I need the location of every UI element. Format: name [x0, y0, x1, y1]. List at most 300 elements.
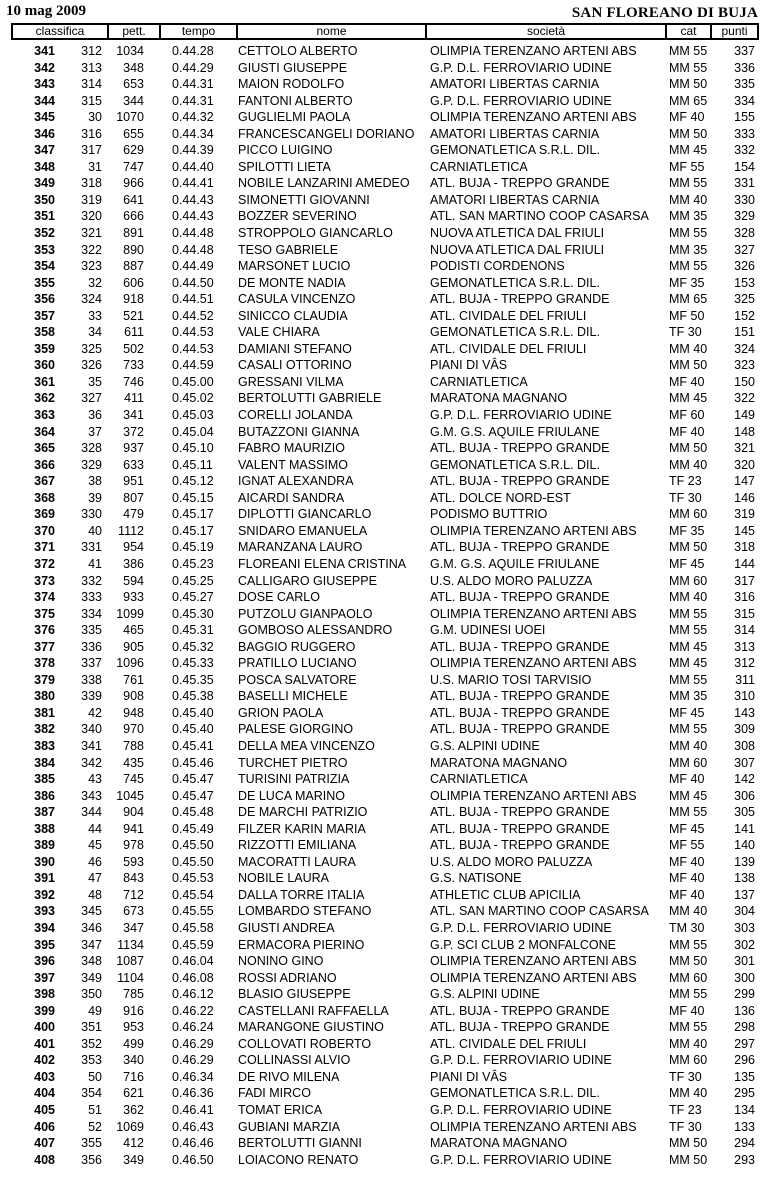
time-cell: 0.45.46: [172, 755, 214, 770]
club-cell: ATL. BUJA - TREPPO GRANDE: [430, 441, 610, 456]
points-cell: 329: [734, 209, 755, 224]
classifica-cell: 361: [34, 374, 55, 389]
category-cell: MM 60: [669, 970, 708, 985]
table-row: [0, 357, 767, 374]
bib-number-cell: 499: [123, 1036, 144, 1051]
club-cell: ATL. BUJA - TREPPO GRANDE: [430, 689, 610, 704]
name-cell: GUGLIELMI PAOLA: [238, 110, 351, 125]
club-cell: ATL. BUJA - TREPPO GRANDE: [430, 590, 610, 605]
table-row: [0, 275, 767, 292]
table-row: [0, 887, 767, 904]
points-cell: 319: [734, 507, 755, 522]
name-cell: BLASIO GIUSEPPE: [238, 987, 351, 1002]
category-rank-cell: 340: [81, 722, 102, 737]
category-cell: MM 50: [669, 126, 708, 141]
classifica-cell: 382: [34, 722, 55, 737]
points-cell: 142: [734, 772, 755, 787]
classifica-cell: 360: [34, 358, 55, 373]
category-rank-cell: 334: [81, 606, 102, 621]
table-row: [0, 705, 767, 722]
points-cell: 310: [734, 689, 755, 704]
bib-number-cell: 502: [123, 341, 144, 356]
club-cell: CARNIATLETICA: [430, 374, 528, 389]
club-cell: G.P. D.L. FERROVIARIO UDINE: [430, 1103, 612, 1117]
classifica-cell: 381: [34, 705, 55, 720]
table-row: [0, 986, 767, 1003]
time-cell: 0.46.46: [172, 1136, 214, 1151]
table-row: [0, 60, 767, 77]
club-cell: G.M. G.S. AQUILE FRIULANE: [430, 424, 600, 439]
table-row: [0, 788, 767, 805]
time-cell: 0.46.43: [172, 1119, 214, 1134]
time-cell: 0.44.53: [172, 341, 214, 356]
bib-number-cell: 788: [123, 738, 144, 753]
category-cell: MM 45: [669, 391, 708, 406]
club-cell: ATL. BUJA - TREPPO GRANDE: [430, 292, 610, 307]
table-row: [0, 93, 767, 110]
column-header-cat: cat: [667, 25, 710, 38]
category-rank-cell: 38: [88, 474, 102, 489]
table-row: [0, 821, 767, 838]
time-cell: 0.44.50: [172, 275, 214, 290]
time-cell: 0.45.33: [172, 656, 214, 671]
time-cell: 0.46.04: [172, 954, 214, 969]
name-cell: TURISINI PATRIZIA: [238, 772, 350, 787]
category-cell: TF 30: [669, 1069, 702, 1084]
points-cell: 333: [734, 126, 755, 141]
table-row: [0, 1019, 767, 1036]
points-cell: 137: [734, 887, 755, 902]
club-cell: MARATONA MAGNANO: [430, 391, 568, 406]
table-row: [0, 424, 767, 441]
time-cell: 0.45.40: [172, 705, 214, 720]
category-cell: TF 23: [669, 474, 702, 489]
name-cell: SIMONETTI GIOVANNI: [238, 192, 370, 207]
table-row: [0, 622, 767, 639]
points-cell: 315: [734, 606, 755, 621]
category-cell: MF 45: [669, 705, 705, 720]
table-row: [0, 1003, 767, 1020]
bib-number-cell: 621: [123, 1086, 144, 1101]
table-row: [0, 506, 767, 523]
table-row: [0, 126, 767, 143]
name-cell: BOZZER SEVERINO: [238, 209, 357, 224]
time-cell: 0.44.53: [172, 325, 214, 340]
classifica-cell: 352: [34, 226, 55, 241]
time-cell: 0.45.19: [172, 540, 214, 555]
bib-number-cell: 904: [123, 805, 144, 820]
category-cell: MM 60: [669, 573, 708, 588]
time-cell: 0.45.58: [172, 920, 214, 935]
category-cell: MM 40: [669, 1086, 708, 1101]
points-cell: 309: [734, 722, 755, 737]
classifica-cell: 348: [34, 159, 55, 174]
points-cell: 325: [734, 292, 755, 307]
club-cell: ATL. CIVIDALE DEL FRIULI: [430, 1036, 587, 1051]
category-rank-cell: 42: [88, 705, 102, 720]
points-cell: 330: [734, 192, 755, 207]
time-cell: 0.45.48: [172, 805, 214, 820]
category-cell: MM 40: [669, 1036, 708, 1051]
time-cell: 0.46.41: [172, 1103, 214, 1117]
table-row: [0, 804, 767, 821]
category-cell: MM 40: [669, 904, 708, 919]
club-cell: PODISMO BUTTRIO: [430, 507, 548, 522]
time-cell: 0.45.04: [172, 424, 214, 439]
classifica-cell: 363: [34, 408, 55, 423]
table-row: [0, 1069, 767, 1086]
time-cell: 0.44.52: [172, 308, 214, 323]
category-rank-cell: 52: [88, 1119, 102, 1134]
points-cell: 334: [734, 93, 755, 108]
category-rank-cell: 318: [81, 176, 102, 191]
points-cell: 154: [734, 159, 755, 174]
page-heading: [6, 3, 758, 21]
name-cell: CALLIGARO GIUSEPPE: [238, 573, 377, 588]
points-cell: 150: [734, 374, 755, 389]
category-rank-cell: 347: [81, 937, 102, 952]
points-cell: 335: [734, 77, 755, 92]
name-cell: POSCA SALVATORE: [238, 672, 357, 687]
club-cell: ATL. BUJA - TREPPO GRANDE: [430, 474, 610, 489]
name-cell: BERTOLUTTI GABRIELE: [238, 391, 382, 406]
bib-number-cell: 887: [123, 259, 144, 274]
time-cell: 0.45.47: [172, 788, 214, 803]
table-row: [0, 142, 767, 159]
classifica-cell: 380: [34, 689, 55, 704]
bib-number-cell: 653: [123, 77, 144, 92]
bib-number-cell: 641: [123, 192, 144, 207]
club-cell: PIANI DI VÂS: [430, 1069, 508, 1084]
time-cell: 0.45.35: [172, 672, 214, 687]
club-cell: ATL. BUJA - TREPPO GRANDE: [430, 639, 610, 654]
table-row: [0, 573, 767, 590]
time-cell: 0.45.40: [172, 722, 214, 737]
club-cell: ATL. BUJA - TREPPO GRANDE: [430, 805, 610, 820]
name-cell: FANTONI ALBERTO: [238, 93, 353, 108]
table-row: [0, 175, 767, 192]
time-cell: 0.44.59: [172, 358, 214, 373]
points-cell: 322: [734, 391, 755, 406]
name-cell: VALENT MASSIMO: [238, 457, 348, 472]
name-cell: GIUSTI ANDREA: [238, 920, 335, 935]
points-cell: 155: [734, 110, 755, 125]
time-cell: 0.44.49: [172, 259, 214, 274]
time-cell: 0.45.41: [172, 738, 214, 753]
time-cell: 0.45.25: [172, 573, 214, 588]
points-cell: 324: [734, 341, 755, 356]
bib-number-cell: 970: [123, 722, 144, 737]
club-cell: GEMONATLETICA S.R.L. DIL.: [430, 1086, 600, 1101]
table-row: [0, 970, 767, 987]
time-cell: 0.44.32: [172, 110, 214, 125]
bib-number-cell: 344: [123, 93, 144, 108]
category-cell: MF 50: [669, 308, 705, 323]
bib-number-cell: 606: [123, 275, 144, 290]
points-cell: 328: [734, 226, 755, 241]
bib-number-cell: 673: [123, 904, 144, 919]
table-row: [0, 1152, 767, 1169]
classifica-cell: 378: [34, 656, 55, 671]
bib-number-cell: 521: [123, 308, 144, 323]
name-cell: DIPLOTTI GIANCARLO: [238, 507, 372, 522]
classifica-cell: 341: [34, 44, 55, 58]
category-rank-cell: 351: [81, 1020, 102, 1035]
category-rank-cell: 316: [81, 126, 102, 141]
category-rank-cell: 338: [81, 672, 102, 687]
classifica-cell: 357: [34, 308, 55, 323]
club-cell: ATL. BUJA - TREPPO GRANDE: [430, 1020, 610, 1035]
points-cell: 312: [734, 656, 755, 671]
bib-number-cell: 435: [123, 755, 144, 770]
classifica-cell: 389: [34, 838, 55, 853]
category-rank-cell: 336: [81, 639, 102, 654]
classifica-cell: 362: [34, 391, 55, 406]
column-header-classifica: classifica: [13, 25, 107, 38]
category-rank-cell: 322: [81, 242, 102, 257]
classifica-cell: 402: [34, 1053, 55, 1068]
category-cell: MM 55: [669, 937, 708, 952]
name-cell: MARANGONE GIUSTINO: [238, 1020, 384, 1035]
category-rank-cell: 337: [81, 656, 102, 671]
bib-number-cell: 905: [123, 639, 144, 654]
points-cell: 316: [734, 590, 755, 605]
category-cell: MF 45: [669, 556, 705, 571]
classifica-cell: 384: [34, 755, 55, 770]
bib-number-cell: 1099: [116, 606, 144, 621]
table-row: [0, 457, 767, 474]
classifica-cell: 356: [34, 292, 55, 307]
club-cell: NUOVA ATLETICA DAL FRIULI: [430, 242, 605, 257]
club-cell: G.P. D.L. FERROVIARIO UDINE: [430, 60, 612, 75]
points-cell: 318: [734, 540, 755, 555]
category-rank-cell: 49: [88, 1003, 102, 1018]
category-rank-cell: 332: [81, 573, 102, 588]
classifica-cell: 388: [34, 821, 55, 836]
bib-number-cell: 633: [123, 457, 144, 472]
classifica-cell: 373: [34, 573, 55, 588]
club-cell: U.S. ALDO MORO PALUZZA: [430, 854, 593, 869]
name-cell: SINICCO CLAUDIA: [238, 308, 348, 323]
name-cell: FADI MIRCO: [238, 1086, 311, 1101]
points-cell: 305: [734, 805, 755, 820]
time-cell: 0.44.29: [172, 60, 214, 75]
table-row: [0, 953, 767, 970]
bib-number-cell: 916: [123, 1003, 144, 1018]
club-cell: G.P. D.L. FERROVIARIO UDINE: [430, 408, 612, 423]
table-row: [0, 854, 767, 871]
time-cell: 0.45.30: [172, 606, 214, 621]
category-rank-cell: 346: [81, 920, 102, 935]
table-row: [0, 291, 767, 308]
category-cell: MM 45: [669, 656, 708, 671]
bib-number-cell: 1045: [116, 788, 144, 803]
classifica-cell: 358: [34, 325, 55, 340]
bib-number-cell: 951: [123, 474, 144, 489]
bib-number-cell: 953: [123, 1020, 144, 1035]
name-cell: AICARDI SANDRA: [238, 490, 345, 505]
table-row: [0, 242, 767, 259]
table-row: [0, 523, 767, 540]
column-header-pett: pett.: [109, 25, 159, 38]
classifica-cell: 346: [34, 126, 55, 141]
bib-number-cell: 733: [123, 358, 144, 373]
table-row: [0, 324, 767, 341]
time-cell: 0.45.50: [172, 838, 214, 853]
classifica-cell: 351: [34, 209, 55, 224]
name-cell: GOMBOSO ALESSANDRO: [238, 623, 393, 638]
category-cell: MM 60: [669, 755, 708, 770]
category-cell: MM 55: [669, 623, 708, 638]
race-title: SAN FLOREANO DI BUJA: [571, 5, 758, 21]
race-date: 10 mag 2009: [6, 3, 86, 19]
classifica-cell: 376: [34, 623, 55, 638]
time-cell: 0.44.31: [172, 93, 214, 108]
category-rank-cell: 34: [88, 325, 102, 340]
club-cell: CARNIATLETICA: [430, 159, 528, 174]
category-rank-cell: 314: [81, 77, 102, 92]
points-cell: 302: [734, 937, 755, 952]
name-cell: GUBIANI MARZIA: [238, 1119, 341, 1134]
time-cell: 0.46.29: [172, 1036, 214, 1051]
time-cell: 0.45.27: [172, 590, 214, 605]
classifica-cell: 354: [34, 259, 55, 274]
bib-number-cell: 465: [123, 623, 144, 638]
classifica-cell: 342: [34, 60, 55, 75]
name-cell: ROSSI ADRIANO: [238, 970, 337, 985]
bib-number-cell: 712: [123, 887, 144, 902]
club-cell: AMATORI LIBERTAS CARNIA: [430, 192, 600, 207]
category-rank-cell: 319: [81, 192, 102, 207]
points-cell: 308: [734, 738, 755, 753]
time-cell: 0.44.31: [172, 77, 214, 92]
category-rank-cell: 317: [81, 143, 102, 158]
category-cell: MF 40: [669, 887, 705, 902]
club-cell: ATL. SAN MARTINO COOP CASARSA: [430, 209, 649, 224]
name-cell: DE MARCHI PATRIZIO: [238, 805, 368, 820]
bib-number-cell: 1069: [116, 1119, 144, 1134]
name-cell: DALLA TORRE ITALIA: [238, 887, 365, 902]
category-cell: MM 55: [669, 226, 708, 241]
table-row: [0, 490, 767, 507]
club-cell: OLIMPIA TERENZANO ARTENI ABS: [430, 656, 637, 671]
category-cell: MM 45: [669, 788, 708, 803]
category-cell: TM 30: [669, 920, 705, 935]
bib-number-cell: 411: [124, 391, 144, 406]
name-cell: GRION PAOLA: [238, 705, 324, 720]
table-row: [0, 225, 767, 242]
classifica-cell: 372: [34, 556, 55, 571]
classifica-cell: 347: [34, 143, 55, 158]
classifica-cell: 393: [34, 904, 55, 919]
bib-number-cell: 807: [123, 490, 144, 505]
club-cell: GEMONATLETICA S.R.L. DIL.: [430, 457, 600, 472]
club-cell: G.M. G.S. AQUILE FRIULANE: [430, 556, 600, 571]
name-cell: FLOREANI ELENA CRISTINA: [238, 556, 407, 571]
club-cell: AMATORI LIBERTAS CARNIA: [430, 77, 600, 92]
category-rank-cell: 35: [88, 374, 102, 389]
category-cell: MM 50: [669, 441, 708, 456]
name-cell: DE LUCA MARINO: [238, 788, 345, 803]
category-rank-cell: 40: [88, 523, 102, 538]
classifica-cell: 400: [34, 1020, 55, 1035]
points-cell: 304: [734, 904, 755, 919]
classifica-cell: 391: [34, 871, 55, 886]
name-cell: TOMAT ERICA: [238, 1103, 323, 1117]
classifica-cell: 344: [34, 93, 55, 108]
time-cell: 0.46.34: [172, 1069, 214, 1084]
table-row: [0, 308, 767, 325]
category-cell: MM 65: [669, 292, 708, 307]
category-rank-cell: 48: [88, 887, 102, 902]
name-cell: CETTOLO ALBERTO: [238, 44, 358, 58]
category-cell: MM 55: [669, 672, 708, 687]
category-cell: MF 40: [669, 374, 705, 389]
category-cell: MM 40: [669, 738, 708, 753]
classifica-cell: 364: [34, 424, 55, 439]
classifica-cell: 383: [34, 738, 55, 753]
classifica-cell: 370: [34, 523, 55, 538]
category-cell: MF 60: [669, 408, 705, 423]
category-rank-cell: 345: [81, 904, 102, 919]
name-cell: NONINO GINO: [238, 954, 324, 969]
column-header-societa: società: [427, 25, 665, 38]
bib-number-cell: 716: [123, 1069, 144, 1084]
points-cell: 135: [734, 1069, 755, 1084]
table-row: [0, 539, 767, 556]
classifica-cell: 386: [34, 788, 55, 803]
name-cell: GRESSANI VILMA: [238, 374, 344, 389]
time-cell: 0.46.29: [172, 1053, 214, 1068]
points-cell: 307: [734, 755, 755, 770]
points-cell: 313: [734, 639, 755, 654]
club-cell: OLIMPIA TERENZANO ARTENI ABS: [430, 788, 637, 803]
category-cell: TF 23: [669, 1103, 702, 1117]
category-rank-cell: 321: [81, 226, 102, 241]
classifica-cell: 366: [34, 457, 55, 472]
table-row: [0, 1119, 767, 1136]
table-row: [0, 1036, 767, 1053]
name-cell: DOSE CARLO: [238, 590, 320, 605]
classifica-cell: 375: [34, 606, 55, 621]
club-cell: PIANI DI VÂS: [430, 358, 508, 373]
club-cell: ATL. DOLCE NORD-EST: [430, 490, 571, 505]
category-cell: MM 55: [669, 176, 708, 191]
table-row: [0, 771, 767, 788]
time-cell: 0.46.22: [172, 1003, 214, 1018]
time-cell: 0.45.55: [172, 904, 214, 919]
classifica-cell: 396: [34, 954, 55, 969]
category-rank-cell: 31: [88, 159, 102, 174]
points-cell: 296: [734, 1053, 755, 1068]
name-cell: PICCO LUIGINO: [238, 143, 333, 158]
name-cell: MACORATTI LAURA: [238, 854, 356, 869]
classifica-cell: 369: [34, 507, 55, 522]
points-cell: 298: [734, 1020, 755, 1035]
club-cell: OLIMPIA TERENZANO ARTENI ABS: [430, 606, 637, 621]
points-cell: 331: [734, 176, 755, 191]
bib-number-cell: 666: [123, 209, 144, 224]
points-cell: 306: [734, 788, 755, 803]
bib-number-cell: 349: [123, 1152, 144, 1167]
club-cell: ATL. SAN MARTINO COOP CASARSA: [430, 904, 649, 919]
points-cell: 149: [734, 408, 755, 423]
category-rank-cell: 45: [88, 838, 102, 853]
classifica-cell: 397: [34, 970, 55, 985]
bib-number-cell: 386: [123, 556, 144, 571]
table-row: [0, 258, 767, 275]
bib-number-cell: 890: [123, 242, 144, 257]
